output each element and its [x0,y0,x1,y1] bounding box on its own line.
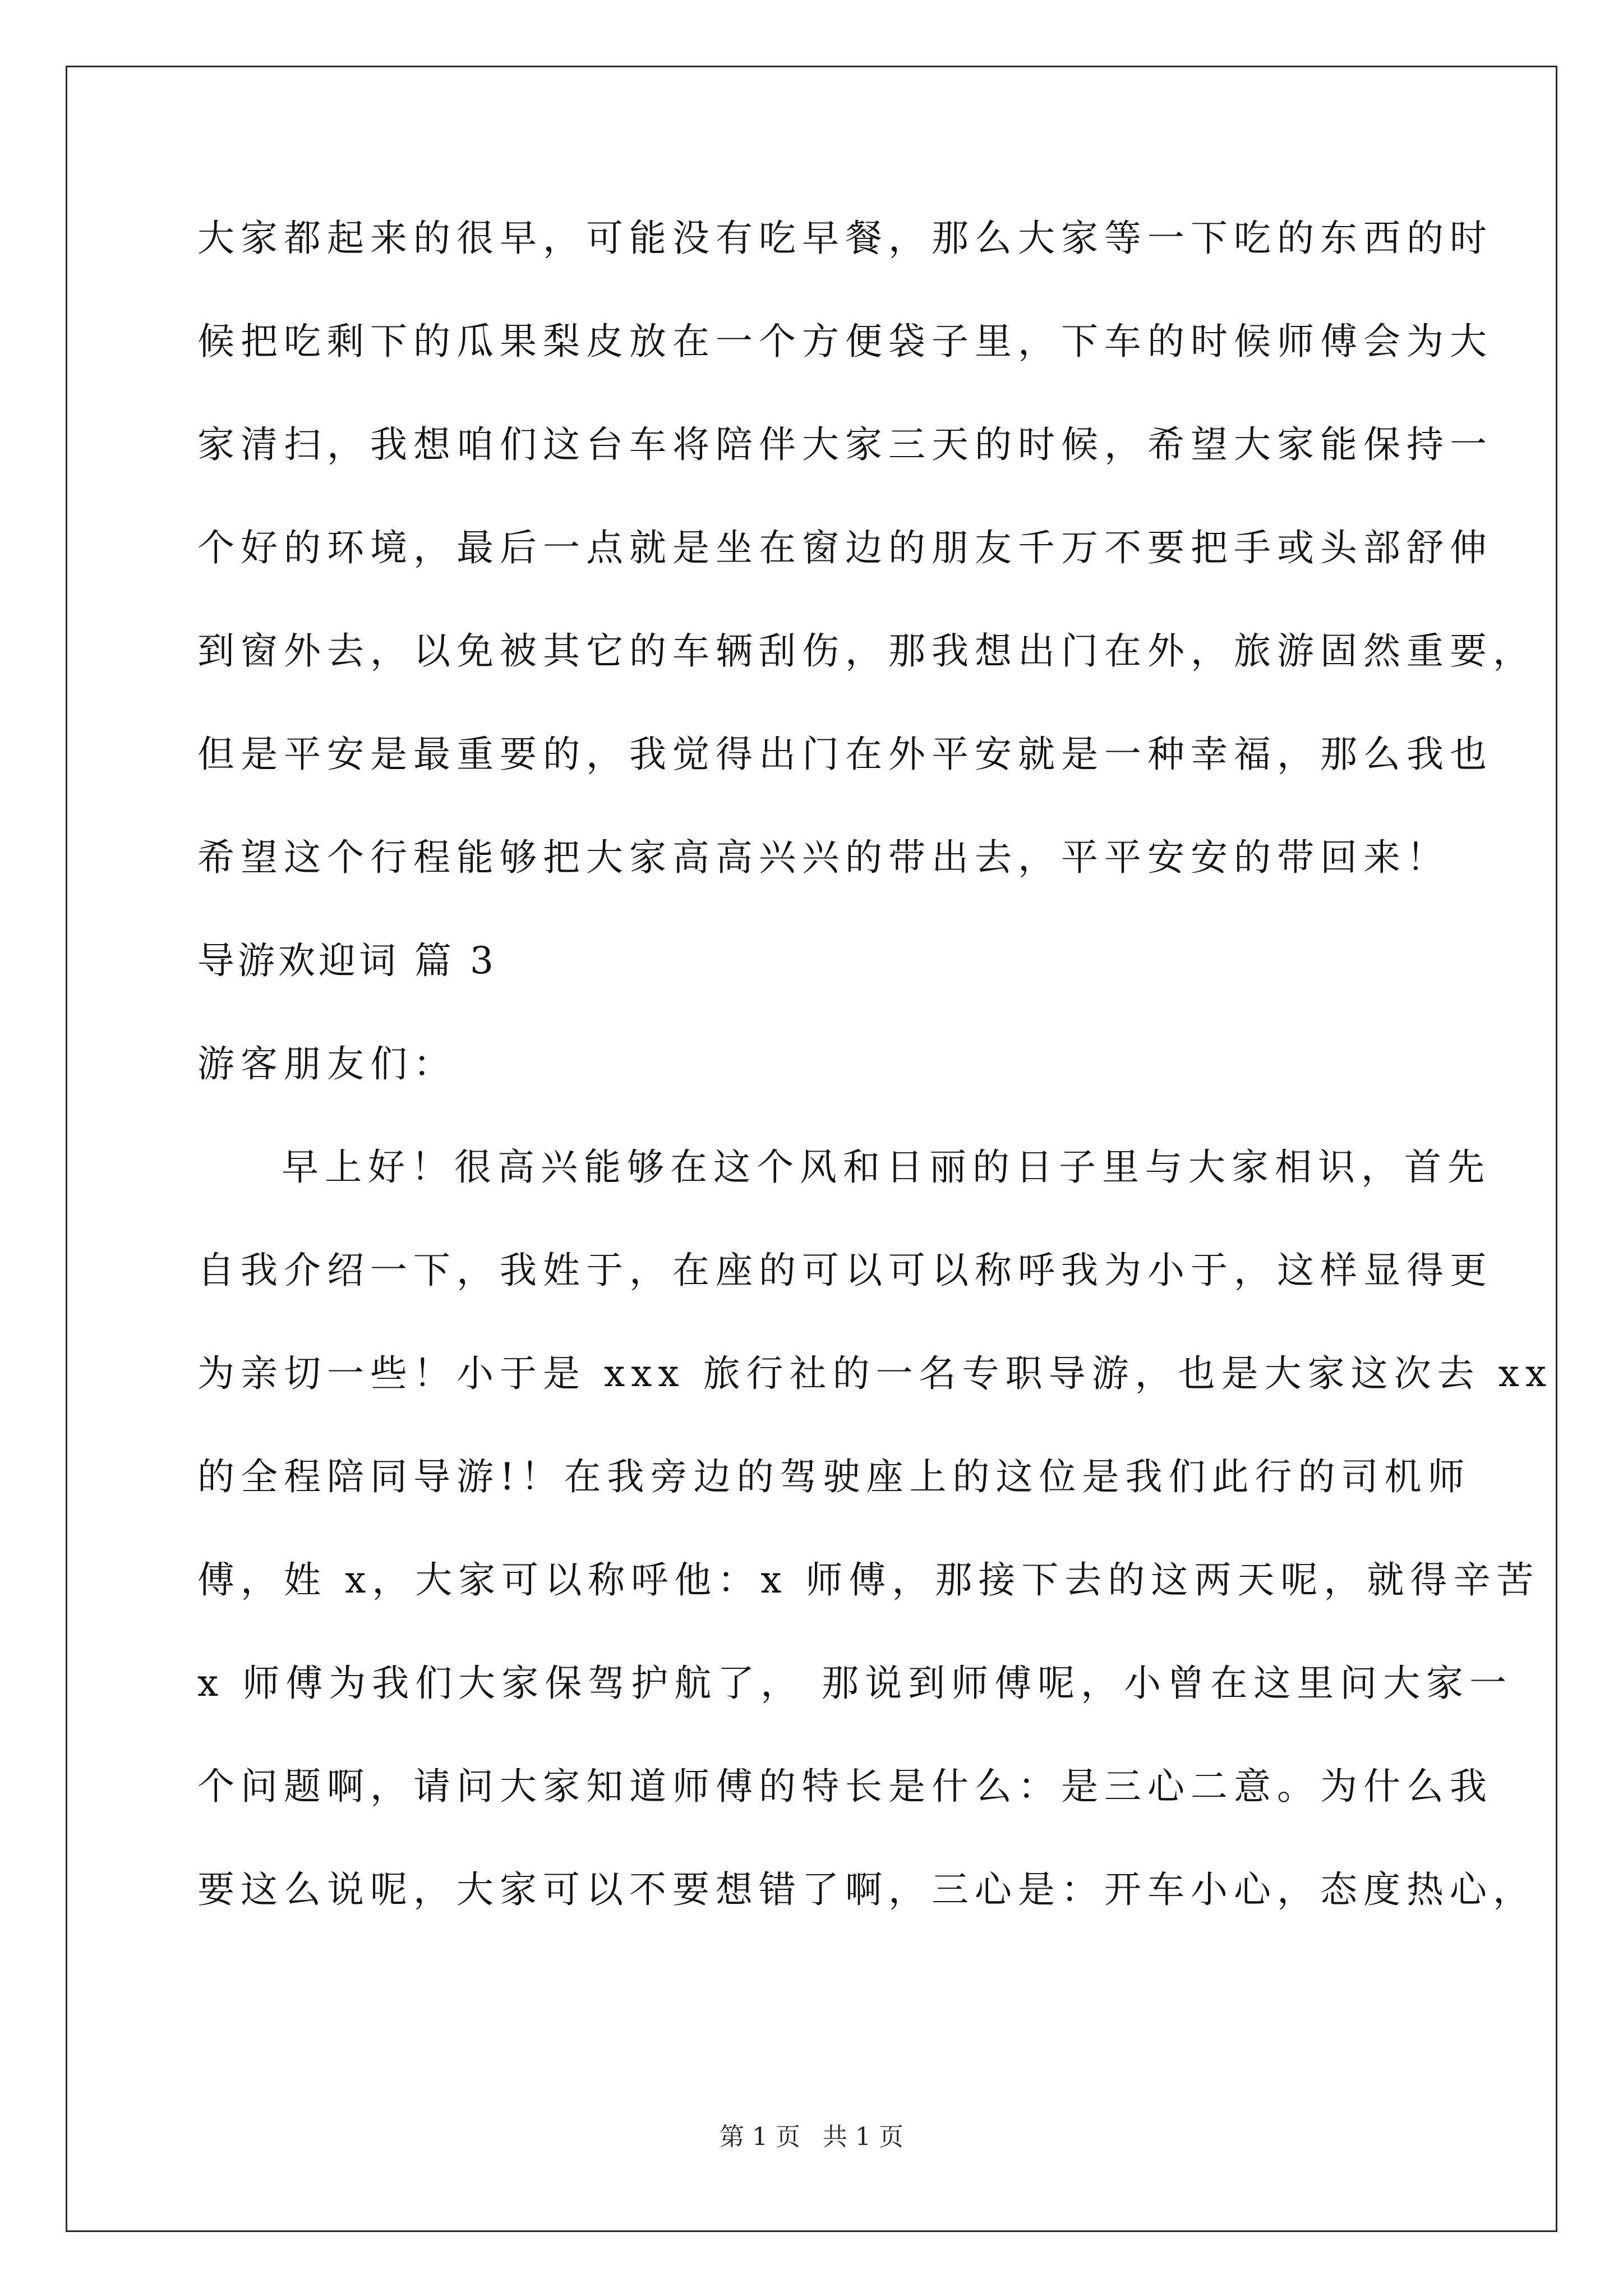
section-heading: 导游欢迎词 篇 3 [197,939,497,982]
paragraph-line: 自我介绍一下，我姓于，在座的可以可以称呼我为小于，这样显得更 [197,1249,1493,1292]
paragraph-line: 大家都起来的很早，可能没有吃早餐，那么大家等一下吃的东西的时 [197,217,1493,260]
paragraph-line: 候把吃剩下的瓜果梨皮放在一个方便袋子里，下车的时候师傅会为大 [197,320,1493,363]
page-footer [0,2120,1623,2154]
paragraph-line: 傅，姓 x，大家可以称呼他：x 师傅，那接下去的这两天呢，就得辛苦 [197,1558,1540,1602]
paragraph-line: 个好的环境，最后一点就是坐在窗边的朋友千万不要把手或头部舒伸 [197,526,1493,569]
paragraph-line: 但是平安是最重要的，我觉得出门在外平安就是一种幸福，那么我也 [197,733,1493,776]
paragraph-line: x 师傅为我们大家保驾护航了， 那说到师傅呢，小曾在这里问大家一 [197,1662,1513,1705]
paragraph-line: 家清扫，我想咱们这台车将陪伴大家三天的时候，希望大家能保持一 [197,423,1493,466]
paragraph-line: 的全程陪同导游!！在我旁边的驾驶座上的这位是我们此行的司机师 [197,1455,1471,1498]
page-number: 第 1 页 [720,2123,800,2151]
paragraph-line: 要这么说呢，大家可以不要想错了啊，三心是：开车小心，态度热心， [197,1868,1536,1911]
paragraph-line: 个问题啊，请问大家知道师傅的特长是什么：是三心二意。为什么我 [197,1765,1493,1808]
paragraph-line: 到窗外去，以免被其它的车辆刮伤，那我想出门在外，旅游固然重要， [197,629,1536,673]
page-total: 共 1 页 [823,2123,903,2151]
salutation: 游客朋友们： [197,1042,457,1085]
paragraph-line: 希望这个行程能够把大家高高兴兴的带出去，平平安安的带回来！ [197,836,1450,879]
paragraph-line: 为亲切一些！小于是 xxx 旅行社的一名专职导游，也是大家这次去 xx [197,1352,1553,1395]
paragraph-line: 早上好！很高兴能够在这个风和日丽的日子里与大家相识，首先 [282,1145,1491,1189]
